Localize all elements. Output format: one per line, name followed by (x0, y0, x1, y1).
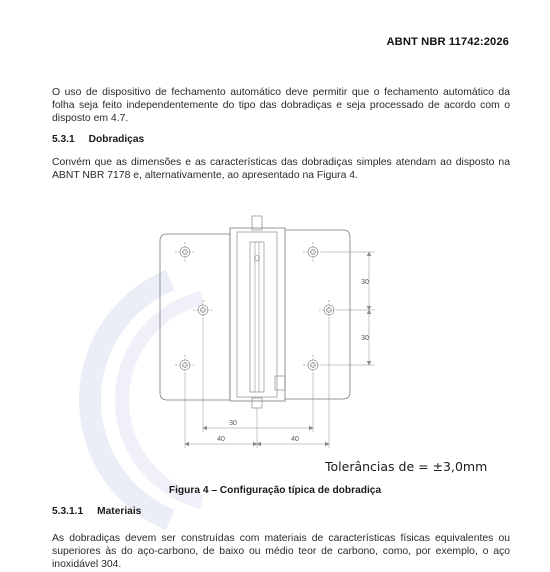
section-title: Dobradiças (88, 134, 145, 145)
dimension-vertical-2: 30 (361, 335, 369, 342)
tolerance-note: Tolerâncias de = ±3,0mm (325, 459, 488, 474)
screw-hole (319, 300, 339, 320)
screw-hole (303, 355, 323, 375)
paragraph-hinge-dimensions: Convém que as dimensões e as características das dobradiças simples atendam ao disposto na ABNT NBR 7178 e, alternativamente, ao apresentado na Figura 4. (52, 157, 510, 182)
dimension-bottom-inner: 30 (229, 420, 237, 427)
section-number: 5.3.1.1 (52, 506, 84, 517)
section-heading-hinges (52, 134, 144, 145)
dimension-bottom-outer-left: 40 (217, 436, 225, 443)
screw-hole (193, 300, 213, 320)
paragraph-materials: As dobradiças devem ser construídas com materiais de características físicas equivalentes ou superiores às do aço-carbono, de baixo ou médio teor de carbono, como, por exemplo, o aço inoxidável 304. (52, 533, 510, 571)
screw-hole (175, 242, 195, 262)
section-title: Materiais (97, 506, 142, 517)
hinge-drawing (155, 210, 385, 455)
screw-hole (175, 355, 195, 375)
dimension-vertical-1: 30 (361, 279, 369, 286)
section-heading-materials (52, 506, 141, 517)
screw-hole (303, 242, 323, 262)
right-leaf-outline (285, 230, 350, 399)
standard-code: ABNT NBR 11742:2026 (386, 36, 509, 48)
figure-caption: Figura 4 – Configuração típica de dobradiça (168, 485, 382, 496)
dimension-bottom-outer-right: 40 (291, 436, 299, 443)
hinge-pin-bottom (252, 398, 262, 408)
paragraph-automatic-closing: O uso de dispositivo de fechamento automático deve permitir que o fechamento automático da folha seja feito independentemente do tipo das dobradiças e seja processado de acordo com o disposto em 4.7. (52, 87, 510, 125)
section-number: 5.3.1 (52, 134, 75, 145)
left-leaf-outline (160, 234, 230, 400)
